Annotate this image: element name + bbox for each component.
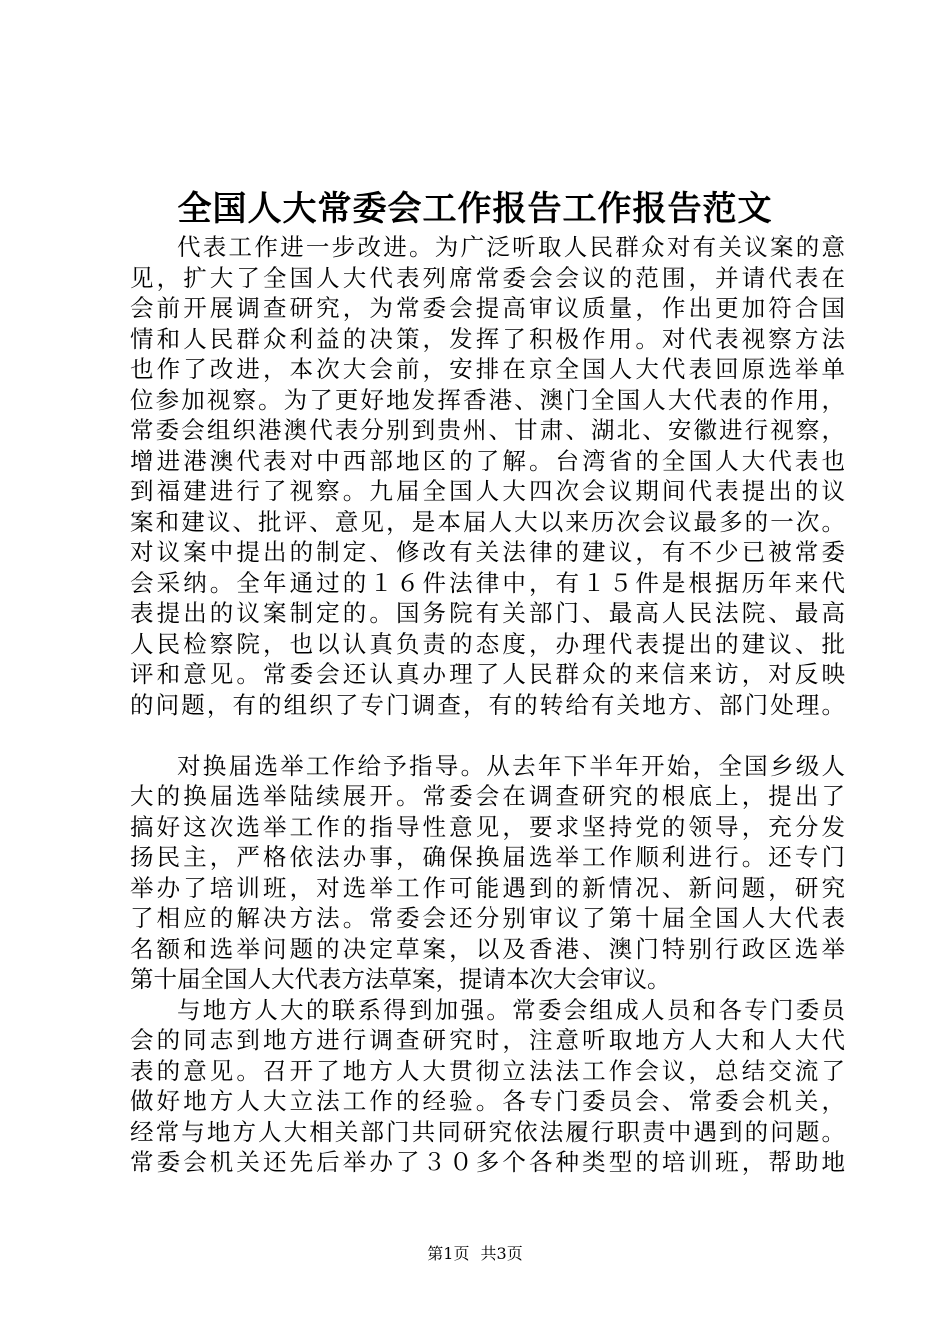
- text-line: 对议案中提出的制定、修改有关法律的建议，有不少已被常委: [130, 538, 845, 566]
- text-line: 做好地方人大立法工作的经验。各专门委员会、常委会机关，: [130, 1087, 845, 1115]
- paragraph-3: [130, 995, 845, 1178]
- text-line: 到福建进行了视察。九届全国人大四次会议期间代表提出的议: [130, 477, 845, 505]
- paragraph-gap: [130, 720, 845, 751]
- text-line: 扬民主，严格依法办事，确保换届选举工作顺利进行。还专门: [130, 843, 845, 871]
- text-line: 对换届选举工作给予指导。从去年下半年开始，全国乡级人: [177, 751, 845, 780]
- document-title: 全国人大常委会工作报告工作报告范文: [177, 189, 773, 229]
- paragraph-2: [130, 751, 845, 995]
- text-line: 增进港澳代表对中西部地区的了解。台湾省的全国人大代表也: [130, 446, 845, 475]
- text-line: 第十届全国人大代表方法草案，提请本次大会审议。: [130, 965, 671, 993]
- text-line: 情和人民群众利益的决策，发挥了积极作用。对代表视察方法: [130, 324, 845, 353]
- text-line: 与地方人大的联系得到加强。常委会组成人员和各专门委员: [177, 995, 845, 1024]
- page-number: 第1页: [427, 1244, 470, 1263]
- text-line: 代表工作进一步改进。为广泛听取人民群众对有关议案的意: [177, 233, 845, 261]
- text-line: 会采纳。全年通过的１６件法律中，有１５件是根据历年来代: [130, 568, 845, 597]
- page-total: 共3页: [480, 1244, 523, 1263]
- page-footer: [0, 1243, 950, 1265]
- text-line: 案和建议、批评、意见，是本届人大以来历次会议最多的一次。: [130, 507, 845, 536]
- text-line: 常委会组织港澳代表分别到贵州、甘肃、湖北、安徽进行视察，: [130, 416, 845, 444]
- paragraph-1: [130, 232, 845, 720]
- text-line: 会的同志到地方进行调查研究时，注意听取地方人大和人大代: [130, 1026, 845, 1054]
- text-line: 人民检察院，也以认真负责的态度，办理代表提出的建议、批: [130, 629, 845, 658]
- text-line: 评和意见。常委会还认真办理了人民群众的来信来访，对反映: [130, 660, 845, 688]
- text-line: 表提出的议案制定的。国务院有关部门、最高人民法院、最高: [130, 599, 845, 627]
- text-line: 会前开展调查研究，为常委会提高审议质量，作出更加符合国: [130, 294, 845, 322]
- text-line: 了相应的解决方法。常委会还分别审议了第十届全国人大代表: [130, 904, 845, 932]
- text-line: 大的换届选举陆续展开。常委会在调查研究的根底上，提出了: [130, 782, 845, 810]
- text-line: 表的意见。召开了地方人大贯彻立法法工作会议，总结交流了: [130, 1056, 845, 1085]
- document-body: [130, 232, 845, 1178]
- text-line: 经常与地方人大相关部门共同研究依法履行职责中遇到的问题。: [130, 1117, 845, 1146]
- text-line: 的问题，有的组织了专门调查，有的转给有关地方、部门处理。: [130, 690, 845, 719]
- text-line: 位参加视察。为了更好地发挥香港、澳门全国人大代表的作用，: [130, 385, 845, 414]
- text-line: 常委会机关还先后举办了３０多个各种类型的培训班，帮助地: [130, 1148, 845, 1176]
- text-line: 见，扩大了全国人大代表列席常委会会议的范围，并请代表在: [130, 263, 845, 292]
- text-line: 搞好这次选举工作的指导性意见，要求坚持党的领导，充分发: [130, 812, 845, 841]
- text-line: 举办了培训班，对选举工作可能遇到的新情况、新问题，研究: [130, 873, 845, 902]
- text-line: 名额和选举问题的决定草案，以及香港、澳门特别行政区选举: [130, 934, 845, 963]
- text-line: 也作了改进，本次大会前，安排在京全国人大代表回原选举单: [130, 355, 845, 383]
